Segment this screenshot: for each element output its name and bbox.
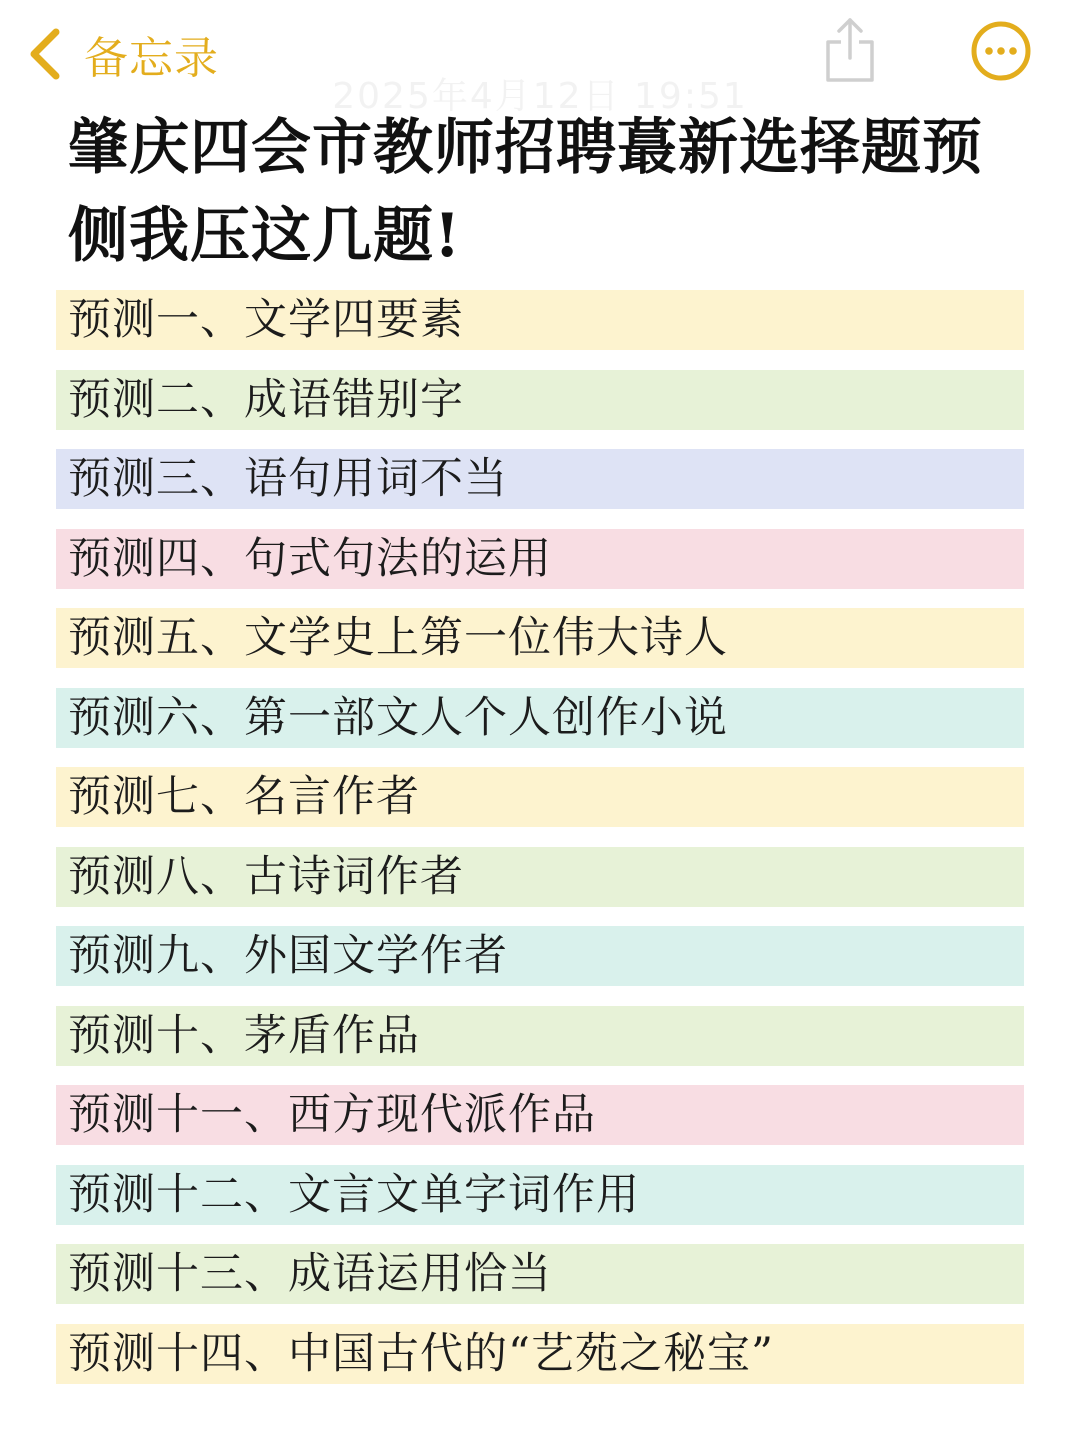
note-list-item[interactable]: 预测四、句式句法的运用 [56,529,1024,589]
note-list-item[interactable]: 预测一、文学四要素 [56,290,1024,350]
note-list-item[interactable]: 预测九、外国文学作者 [56,926,1024,986]
note-list-item[interactable]: 预测十三、成语运用恰当 [56,1244,1024,1304]
note-list-item[interactable]: 预测十二、文言文单字词作用 [56,1165,1024,1225]
back-label: 备忘录 [84,33,219,84]
note-title: 肇庆四会市教师招聘蕞新选择题预侧我压这几题! [68,113,983,271]
note-list-item[interactable]: 预测七、名言作者 [56,767,1024,827]
note-list-item[interactable]: 预测三、语句用词不当 [56,449,1024,509]
note-list-item[interactable]: 预测五、文学史上第一位伟大诗人 [56,608,1024,668]
note-list-item[interactable]: 预测十一、西方现代派作品 [56,1085,1024,1145]
note-list-item[interactable]: 预测八、古诗词作者 [56,847,1024,907]
note-list-item[interactable]: 预测十四、中国古代的“艺苑之秘宝” [56,1324,1024,1384]
note-list-item[interactable]: 预测十、茅盾作品 [56,1006,1024,1066]
note-timestamp: 2025年4月12日 19:51 [332,76,748,117]
note-list-item[interactable]: 预测二、成语错别字 [56,370,1024,430]
note-list-item[interactable]: 预测六、第一部文人个人创作小说 [56,688,1024,748]
